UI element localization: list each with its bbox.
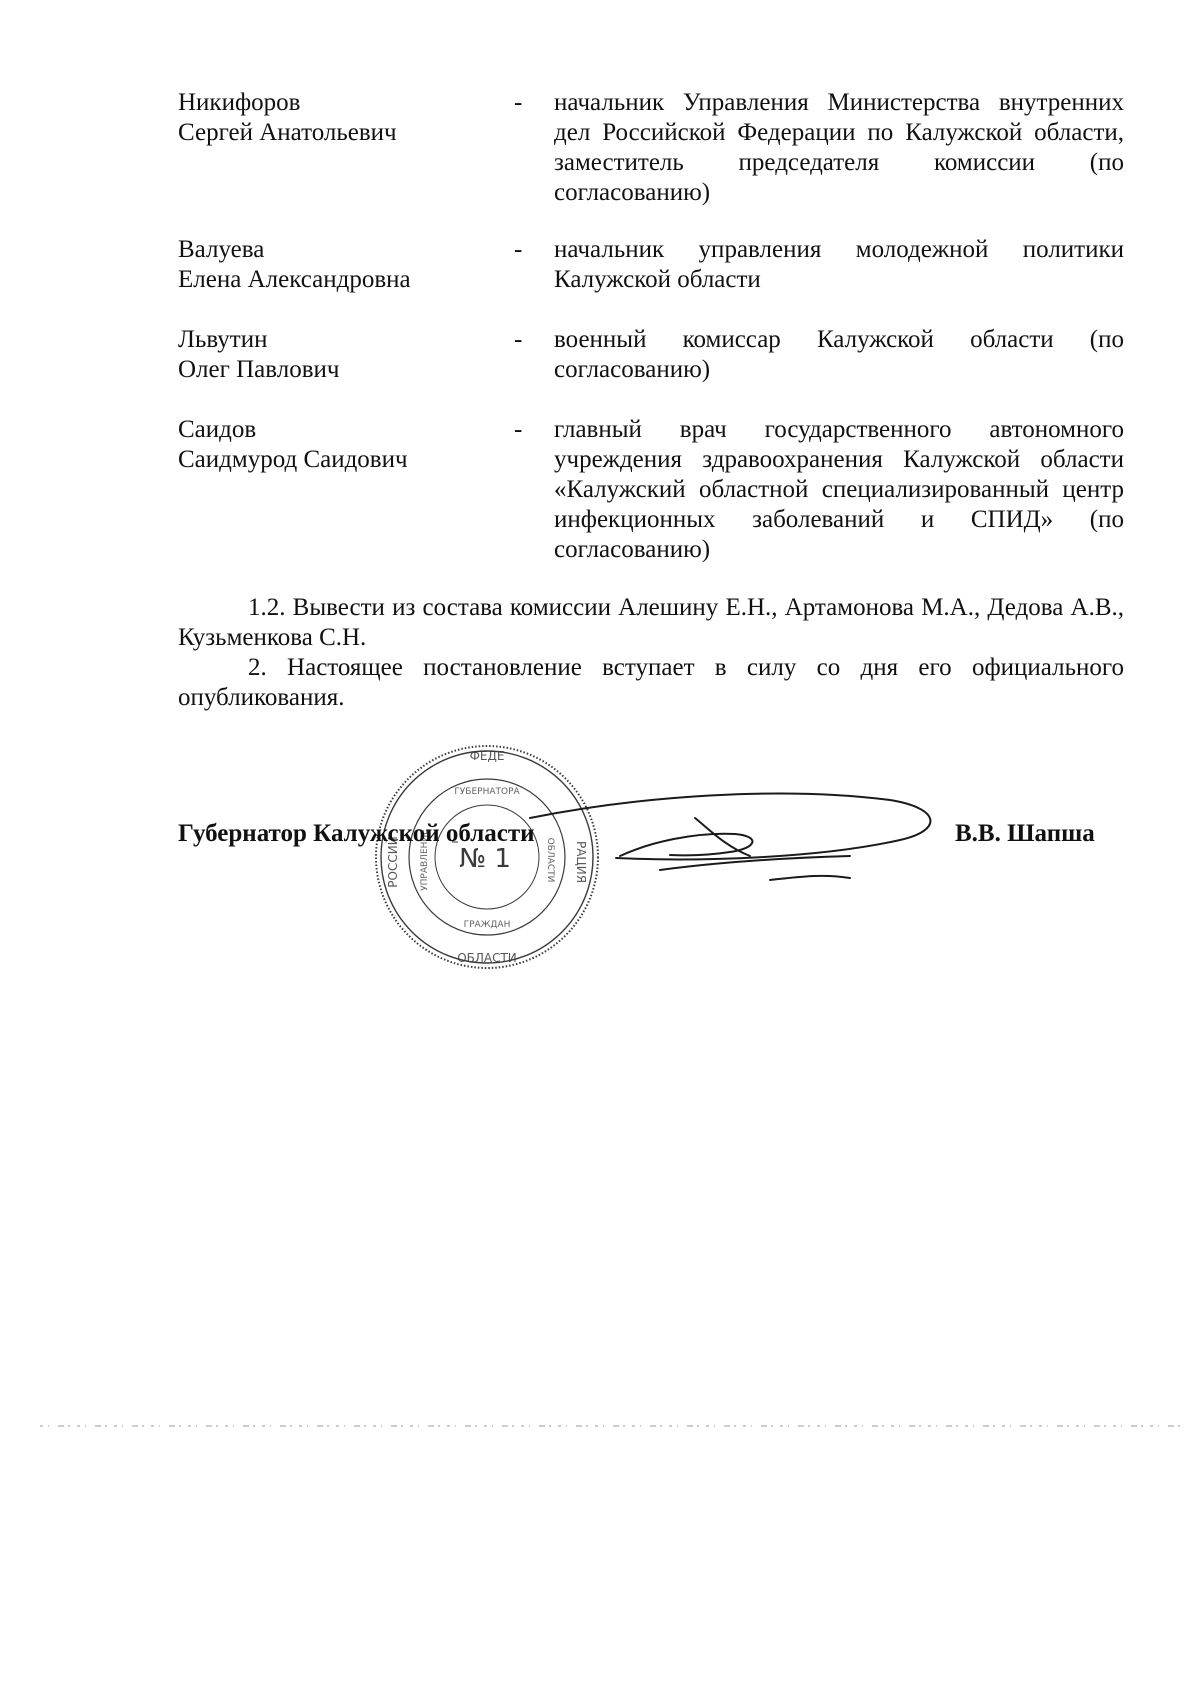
svg-text:ФЕДЕ: ФЕДЕ [469,749,505,763]
signatory-position: Губернатор Калужской области [178,820,535,847]
member-given-names: Олег Павлович [178,356,340,383]
svg-text:ГРАЖДАН: ГРАЖДАН [463,920,511,930]
clause-1-2: 1.2. Вывести из состава комиссии Алешину Е.Н., Артамонова М.А., Дедова А.В., Кузьменкова С.Н. [178,594,1124,651]
member-surname: Валуева [178,236,265,263]
member-role: начальник управления молодежной политики Калужской области [554,236,1124,293]
member-name [178,415,508,475]
member-dash: - [514,236,523,263]
member-surname: Никифоров [178,89,301,116]
handwritten-signature [520,760,960,900]
member-surname: Саидов [178,416,257,443]
member-given-names: Елена Александровна [178,266,411,293]
member-name [178,88,508,148]
member-given-names: Саидмурод Саидович [178,446,408,473]
member-role: главный врач государственного автономного учреждения здравоохранения Калужской области «Калужский областной специализированный центр инфекционных заболеваний и СПИД» (по согласованию) [554,416,1124,563]
svg-text:УПРАВЛЕНИЕ: УПРАВЛЕНИЕ [420,829,430,891]
clause-2: 2. Настоящее постановление вступает в силу со дня его официального опубликования. [178,654,1124,711]
svg-text:РОССИЙ: РОССИЙ [386,836,400,888]
member-role: военный комиссар Калужской области (по согласованию) [554,326,1124,383]
member-name [178,325,508,385]
signatory-name: В.В. Шапша [955,820,1095,847]
svg-text:ОБЛАСТИ: ОБЛАСТИ [545,837,555,883]
member-role: начальник Управления Министерства внутренних дел Российской Федерации по Калужской области, заместитель председателя комиссии (по согласованию) [554,89,1124,206]
member-dash: - [514,89,523,116]
member-dash: - [514,326,523,353]
svg-text:ОБЛАСТИ: ОБЛАСТИ [457,951,517,965]
member-dash: - [514,416,523,443]
svg-text:РАЦИЯ: РАЦИЯ [574,840,588,884]
scan-noise [0,1420,1200,1432]
member-given-names: Сергей Анатольевич [178,119,397,146]
member-name [178,235,508,295]
svg-text:№ 1: № 1 [459,844,511,874]
svg-text:ГУБЕРНАТОРА: ГУБЕРНАТОРА [454,787,520,797]
member-surname: Львутин [178,326,268,353]
